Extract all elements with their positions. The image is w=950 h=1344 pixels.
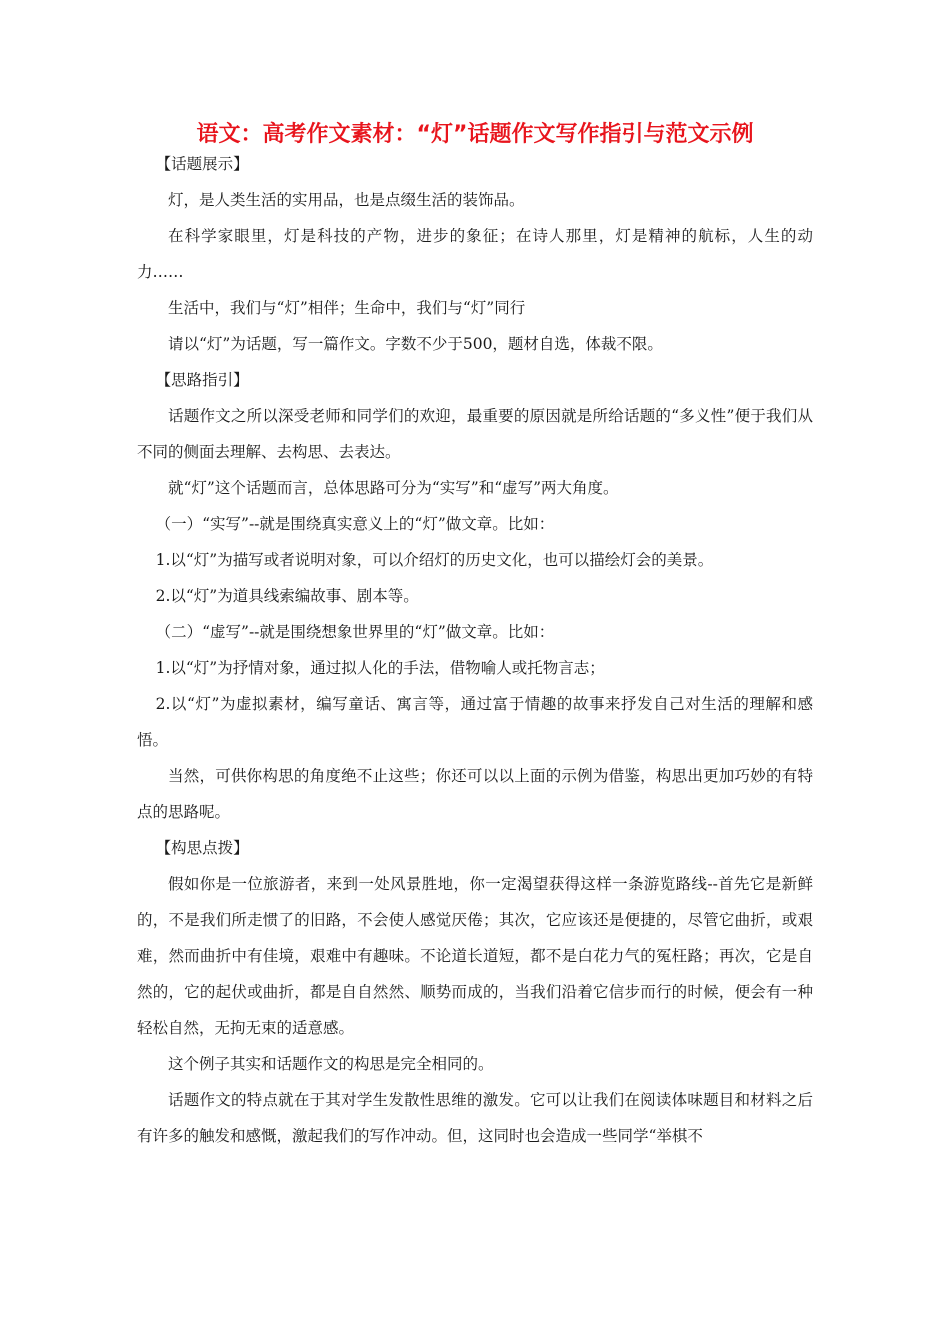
list-item: 2.以“灯”为虚拟素材，编写童话、寓言等，通过富于情趣的故事来抒发自己对生活的理解和感悟。: [137, 695, 813, 749]
paragraph: 话题作文的特点就在于其对学生发散性思维的激发。它可以让我们在阅读体味题目和材料之后有许多的触发和感慨，激起我们的写作冲动。但，这同时也会造成一些同学“举棋不: [137, 1091, 813, 1145]
list-item: 1.以“灯”为抒情对象，通过拟人化的手法，借物喻人或托物言志；: [155, 659, 605, 677]
paragraph: 当然，可供你构思的角度绝不止这些；你还可以以上面的示例为借鉴，构思出更加巧妙的有特点的思路呢。: [137, 767, 813, 821]
list-item: 1.以“灯”为描写或者说明对象，可以介绍灯的历史文化，也可以描绘灯会的美景。: [155, 551, 714, 569]
paragraph: 生活中，我们与“灯”相伴；生命中，我们与“灯”同行: [168, 299, 526, 317]
list-heading-virtual: （二）“虚写”--就是围绕想象世界里的“灯”做文章。比如：: [155, 623, 555, 641]
paragraph: 在科学家眼里，灯是科技的产物，进步的象征；在诗人那里，灯是精神的航标，人生的动力……: [137, 227, 813, 281]
section-heading-ideas: 【构思点拨】: [155, 839, 249, 857]
paragraph: 灯，是人类生活的实用品，也是点缀生活的装饰品。: [168, 191, 525, 209]
paragraph: 话题作文之所以深受老师和同学们的欢迎，最重要的原因就是所给话题的“多义性”便于我们从不同的侧面去理解、去构思、去表达。: [137, 407, 813, 461]
section-heading-topic: 【话题展示】: [155, 155, 249, 173]
list-item: 2.以“灯”为道具线索编故事、剧本等。: [155, 587, 419, 605]
paragraph: 请以“灯”为话题，写一篇作文。字数不少于500，题材自选，体裁不限。: [168, 335, 663, 353]
section-heading-guide: 【思路指引】: [155, 371, 249, 389]
document-title: 语文：高考作文素材：“灯”话题作文写作指引与范文示例: [196, 122, 754, 147]
paragraph: 假如你是一位旅游者，来到一处风景胜地，你一定渴望获得这样一条游览路线--首先它是新鲜的，不是我们所走惯了的旧路，不会使人感觉厌倦；其次，它应该还是便捷的，尽管它曲折，或艰难，然而曲折中有佳境，艰难中有趣味。不论道长道短，都不是白花力气的冤枉路；再次，它是自然的，它的起伏或曲折，都是自自然然、顺势而成的，当我们沿着它信步而行的时候，便会有一种轻松自然，无拘无束的适意感。: [137, 875, 813, 1037]
paragraph: 这个例子其实和话题作文的构思是完全相同的。: [168, 1055, 494, 1073]
document-body: [137, 146, 813, 1154]
paragraph: 就“灯”这个话题而言，总体思路可分为“实写”和“虚写”两大角度。: [168, 479, 619, 497]
list-heading-real: （一）“实写”--就是围绕真实意义上的“灯”做文章。比如：: [155, 515, 555, 533]
